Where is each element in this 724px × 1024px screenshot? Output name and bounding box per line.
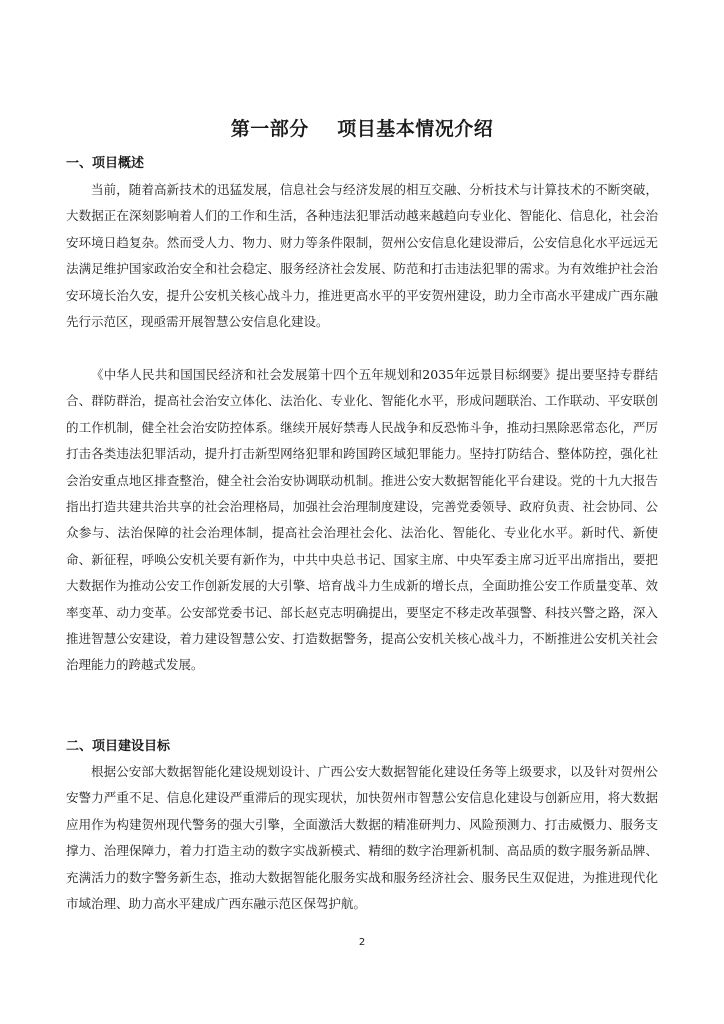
section-heading-overview: 一、项目概述 xyxy=(66,156,145,171)
goals-paragraph-1: 根据公安部大数据智能化建设规划设计、广西公安大数据智能化建设任务等上级要求，以及针对贺州公安警力严重不足、信息化建设严重滞后的现实现状，加快贺州市智慧公安信息化建设与创新应用，将大数据应用作为构建贺州现代警务的强大引擎，全面激活大数据的精准研判力、风险预测力、打击威慑力、服务支撑力、治理保障力，着力打造主动的数字实战新模式、精细的数字治理新机制、高品质的数字服务新品牌、充满活力的数字警务新生态，推动大数据智能化服务实战和服务经济社会、服务民生双促进，为推进现代化市域治理、助力高水平建成广西东融示范区保驾护航。 xyxy=(66,764,658,912)
page-title: 第一部分 项目基本情况介绍 xyxy=(230,118,494,140)
section-heading-goals: 二、项目建设目标 xyxy=(66,739,171,754)
overview-paragraph-2: 《中华人民共和国国民经济和社会发展第十四个五年规划和2035年远景目标纲要》提出要坚持专群结合、群防群治，提高社会治安立体化、法治化、专业化、智能化水平，形成问题联治、工作联动、平安联创的工作机制，健全社会治安防控体系。继续开展好禁毒人民战争和反恐怖斗争，推动扫黑除恶常态化，严厉打击各类违法犯罪活动，提升打击新型网络犯罪和跨国跨区域犯罪能力。坚持打防结合、整体防控，强化社会治安重点地区排查整治，健全社会治安协调联动机制。推进公安大数据智能化平台建设。党的十九大报告指出打造共建共治共享的社会治理格局，加强社会治理制度建设，完善党委领导、政府负责、社会协同、公众参与、法治保障的社会治理体制，提高社会治理社会化、法治化、智能化、专业化水平。新时代、新使命、新征程，呼唤公安机关要有新作为，中共中央总书记、国家主席、中央军委主席习近平出席指出，要把大数据作为推动公安工作创新发展的大引擎、培育战斗力生成新的增长点，全面助推公安工作质量变革、效率变革、动力变革。公安部党委书记、部长赵克志明确提出，要坚定不移走改革强警、科技兴警之路，深入推进智慧公安建设，着力建设智慧公安、打造数据警务，提高公安机关核心战斗力，不断推进公安机关社会治理能力的跨越式发展。 xyxy=(66,367,658,673)
overview-paragraph-1: 当前，随着高新技术的迅猛发展，信息社会与经济发展的相互交融、分析技术与计算技术的不断突破，大数据正在深刻影响着人们的工作和生活，各种违法犯罪活动越来越趋向专业化、智能化、信息化，社会治安环境日趋复杂。然而受人力、物力、财力等条件限制，贺州公安信息化建设滞后，公安信息化水平远远无法满足维护国家政治安全和社会稳定、服务经济社会发展、防范和打击违法犯罪的需求。为有效维护社会治安环境长治久安，提升公安机关核心战斗力，推进更高水平的平安贺州建设，助力全市高水平建成广西东融先行示范区，现亟需开展智慧公安信息化建设。 xyxy=(66,182,658,330)
page-number: 2 xyxy=(358,937,366,948)
